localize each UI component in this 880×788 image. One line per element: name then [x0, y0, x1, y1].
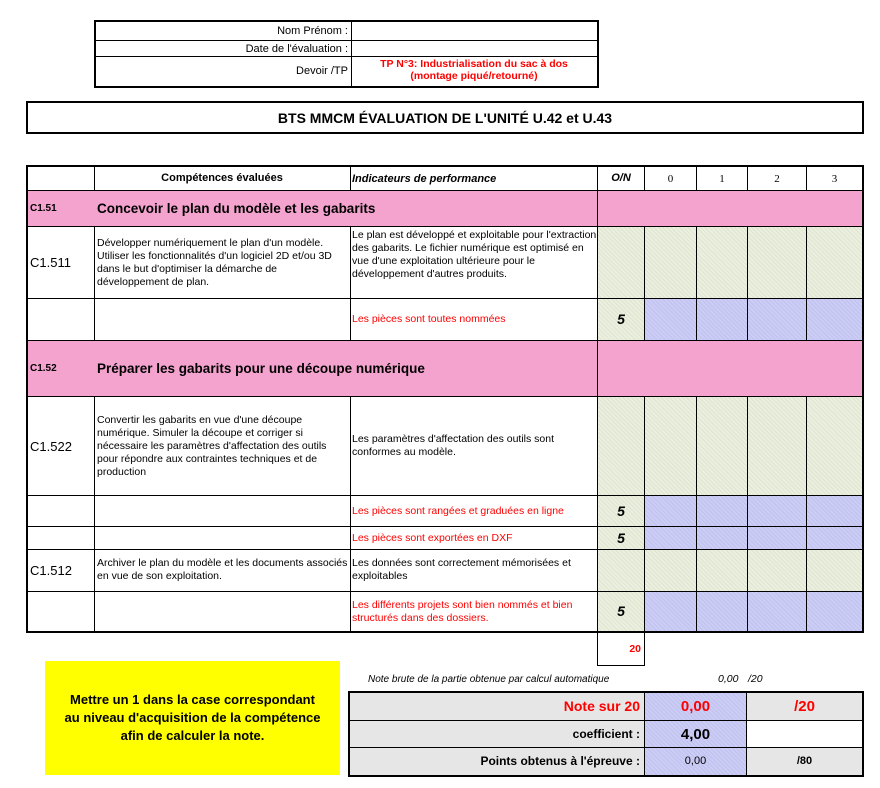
competence-code: C1.512: [30, 563, 72, 578]
points-label: Points obtenus à l'épreuve :: [480, 754, 640, 768]
section-title: Préparer les gabarits pour une découpe numérique: [97, 361, 425, 376]
date-field[interactable]: [353, 41, 596, 56]
competence-text: Convertir les gabarits en vue d'une découpe numérique. Simuler la découpe et corriger si nécessaire les paramètres d'affectation des outils pour répondre aux contraintes techniques et de production: [97, 413, 327, 478]
total-points-box: [597, 631, 645, 666]
competence-text: Archiver le plan du modèle et les documents associés en vue de son exploitation.: [97, 557, 348, 582]
note-brute-value: 0,00: [718, 673, 739, 685]
note-brute-max: /20: [748, 673, 763, 685]
instruction-box: Mettre un 1 dans la case correspondant au niveau d'acquisition de la compétence afin de calculer la note.: [45, 661, 340, 775]
col-header-indicateurs: Indicateurs de performance: [352, 173, 497, 185]
section-title: Concevoir le plan du modèle et les gabarits: [97, 201, 376, 216]
indicator-text: Les différents projets sont bien nommés et bien structurés dans des dossiers.: [352, 598, 573, 624]
date-label: Date de l'évaluation :: [245, 43, 348, 55]
note-label: Note sur 20: [563, 698, 640, 714]
col-header-competences: Compétences évaluées: [161, 172, 283, 184]
points-value: 5: [617, 502, 625, 519]
points-value: 5: [617, 603, 625, 619]
page-title: BTS MMCM ÉVALUATION DE L'UNITÉ U.42 et U.43: [26, 101, 864, 134]
points-value: 5: [617, 529, 625, 546]
indicator-text: Le plan est développé et exploitable pour l'extraction des gabarits. Le fichier numérique est optimisé en vue d'une exploitation ultérieure pour le développement d'autres produits.: [352, 229, 597, 280]
col-header-level-3: 3: [831, 173, 838, 185]
note-max: /20: [794, 698, 815, 715]
section-code: C1.51: [30, 203, 57, 214]
competence-text: Développer numériquement le plan d'un modèle. Utiliser les fonctionnalités d'un logiciel 2D et/ou 3D dans le but d'optimiser la démarche de développement de plan.: [97, 236, 332, 288]
col-header-on: O/N: [611, 172, 631, 184]
note-value: 0,00: [680, 698, 711, 715]
competence-code: C1.522: [30, 438, 72, 454]
total-points: 20: [629, 643, 641, 655]
tp-title: TP N°3: Industrialisation du sac à dos (montage piqué/retourné): [380, 58, 568, 82]
col-header-level-0: 0: [667, 173, 674, 185]
name-field[interactable]: [353, 22, 596, 40]
indicator-text: Les données sont correctement mémorisées et exploitables: [352, 557, 571, 582]
competence-code: C1.511: [30, 255, 71, 270]
col-header-level-1: 1: [719, 173, 725, 185]
section-code: C1.52: [30, 363, 57, 374]
indicator-text: Les pièces sont rangées et graduées en ligne: [352, 504, 564, 517]
col-header-level-2: 2: [774, 173, 780, 185]
points-max: /80: [796, 755, 813, 767]
points-value: 5: [617, 311, 625, 327]
coefficient-label: coefficient :: [572, 726, 640, 741]
name-label: Nom Prénom :: [277, 25, 348, 37]
points-obtained: 0,00: [684, 755, 707, 767]
devoir-label: Devoir /TP: [296, 65, 348, 77]
indicator-text: Les paramètres d'affectation des outils sont conformes au modèle.: [352, 433, 555, 458]
note-brute-label: Note brute de la partie obtenue par calcul automatique: [368, 674, 610, 685]
indicator-text: Les pièces sont toutes nommées: [352, 313, 506, 325]
indicator-text: Les pièces sont exportées en DXF: [352, 531, 513, 544]
coefficient-value: 4,00: [680, 725, 711, 743]
